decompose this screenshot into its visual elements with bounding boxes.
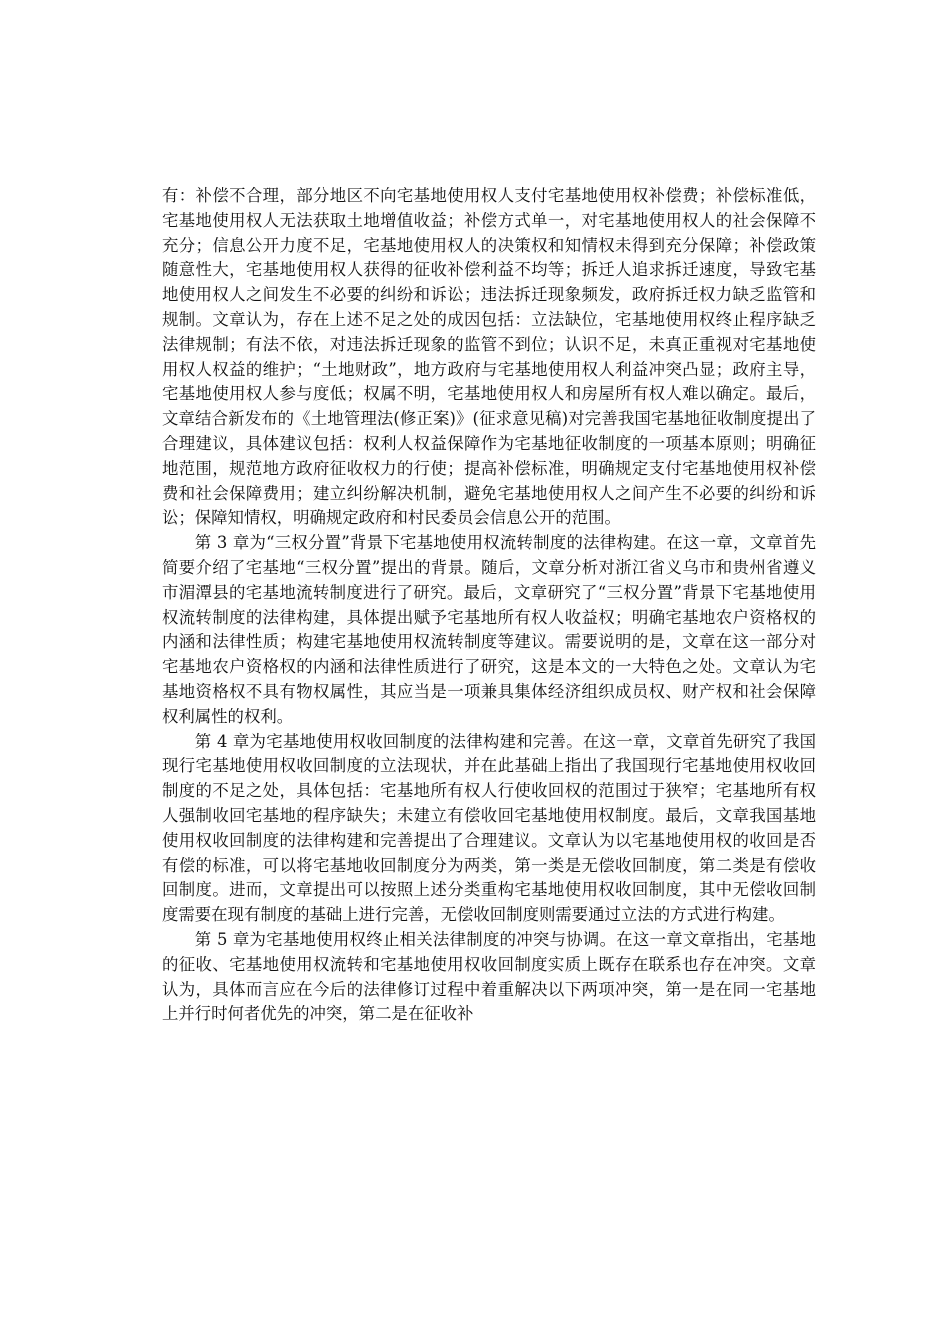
paragraph-chapter-3: 第 3 章为“三权分置”背景下宅基地使用权流转制度的法律构建。在这一章，文章首先简要介绍了宅基地“三权分置”提出的背景。随后，文章分析对浙江省义乌市和贵州省遵义市湄潭县的宅基地流转制度进行了研究。最后，文章研究了“三权分置”背景下宅基地使用权流转制度的法律构建，具体提出赋予宅基地所有权人收益权；明确宅基地农户资格权的内涵和法律性质；构建宅基地使用权流转制度等建议。需要说明的是，文章在这一部分对宅基地农户资格权的内涵和法律性质进行了研究，这是本文的一大特色之处。文章认为宅基地资格权不具有物权属性，其应当是一项兼具集体经济组织成员权、财产权和社会保障权利属性的权利。 [162,533,816,726]
paragraph-chapter-4: 第 4 章为宅基地使用权收回制度的法律构建和完善。在这一章，文章首先研究了我国现行宅基地使用权收回制度的立法现状，并在此基础上指出了我国现行宅基地使用权收回制度的不足之处，具体包括：宅基地所有权人行使收回权的范围过于狭窄；宅基地所有权人强制收回宅基地的程序缺失；未建立有偿收回宅基地使用权制度。最后，文章我国基地使用权收回制度的法律构建和完善提出了合理建议。文章认为以宅基地使用权的收回是否有偿的标准，可以将宅基地收回制度分为两类，第一类是无偿收回制度，第二类是有偿收回制度。进而，文章提出可以按照上述分类重构宅基地使用权收回制度，其中无偿收回制度需要在现有制度的基础上进行完善，无偿收回制度则需要通过立法的方式进行构建。 [162,731,816,925]
document-page [162,184,816,1027]
paragraph-chapter-5: 第 5 章为宅基地使用权终止相关法律制度的冲突与协调。在这一章文章指出，宅基地的征收、宅基地使用权流转和宅基地使用权收回制度实质上既存在联系也存在冲突。文章认为，具体而言应在今后的法律修订过程中着重解决以下两项冲突，第一是在同一宅基地上并行时何者优先的冲突，第二是在征收补 [162,929,816,1024]
paragraph-compensation-issues: 有：补偿不合理，部分地区不向宅基地使用权人支付宅基地使用权补偿费；补偿标准低，宅基地使用权人无法获取土地增值收益；补偿方式单一，对宅基地使用权人的社会保障不充分；信息公开力度不足，宅基地使用权人的决策权和知情权未得到充分保障；补偿政策随意性大，宅基地使用权人获得的征收补偿利益不均等；拆迁人追求拆迁速度，导致宅基地使用权人之间发生不必要的纠纷和诉讼；违法拆迁现象频发，政府拆迁权力缺乏监管和规制。文章认为，存在上述不足之处的成因包括：立法缺位，宅基地使用权终止程序缺乏法律规制；有法不依，对违法拆迁现象的监管不到位；认识不足，未真正重视对宅基地使用权人权益的维护；“土地财政”，地方政府与宅基地使用权人利益冲突凸显；政府主导，宅基地使用权人参与度低；权属不明，宅基地使用权人和房屋所有权人难以确定。最后，文章结合新发布的《土地管理法(修正案)》(征求意见稿)对完善我国宅基地征收制度提出了合理建议，具体建议包括：权利人权益保障作为宅基地征收制度的一项基本原则；明确征地范围，规范地方政府征收权力的行使；提高补偿标准，明确规定支付宅基地使用权补偿费和社会保障费用；建立纠纷解决机制，避免宅基地使用权人之间产生不必要的纠纷和诉讼；保障知情权，明确规定政府和村民委员会信息公开的范围。 [162,186,816,528]
